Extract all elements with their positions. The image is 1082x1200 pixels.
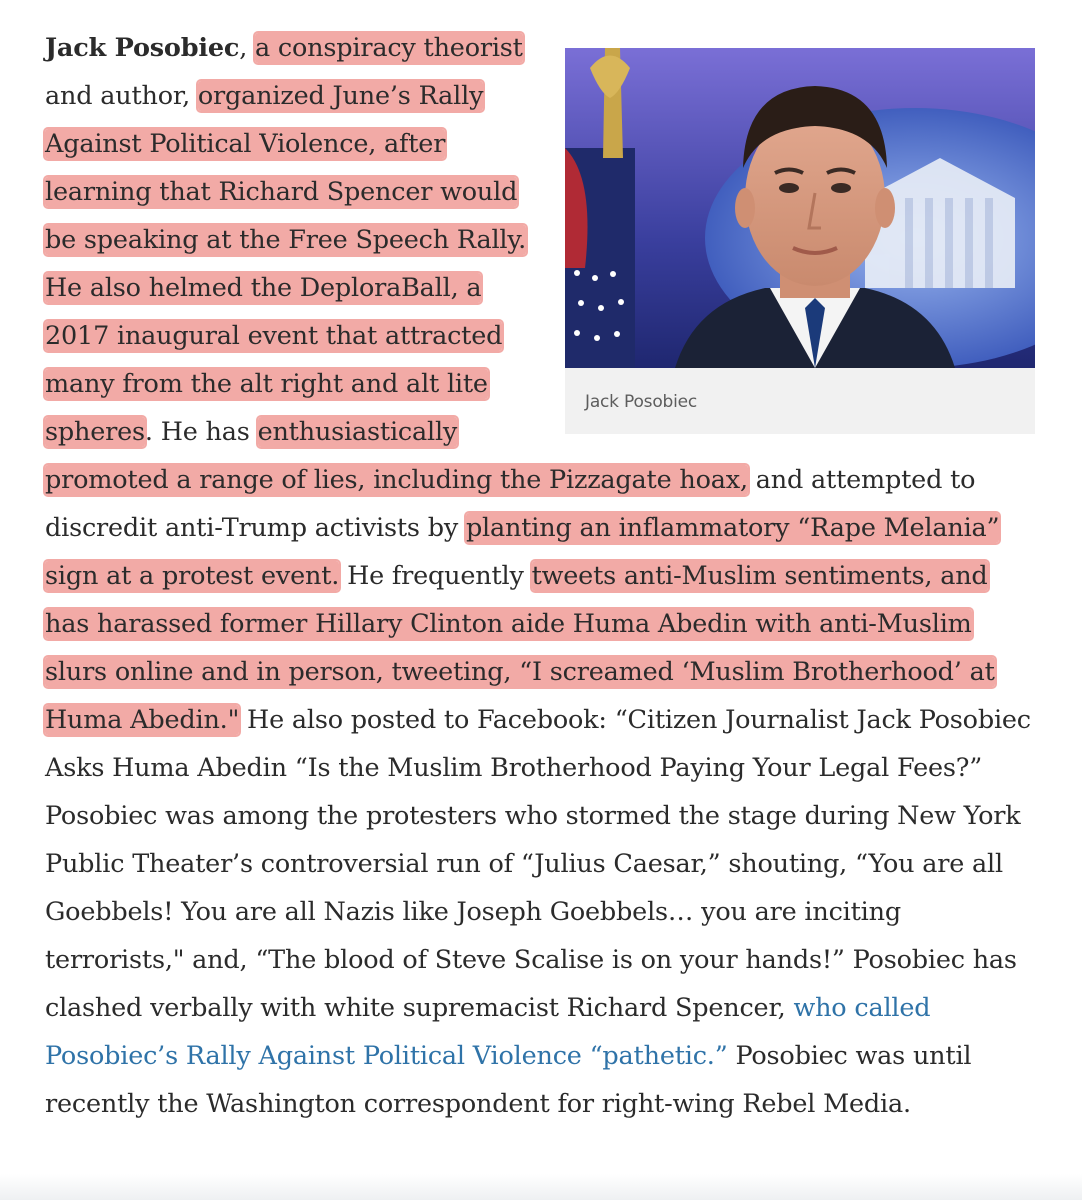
highlighted-text: a conspiracy theorist [255,33,523,63]
text-segment: and attempted to discredit anti-Trump activists by [45,465,976,543]
subject-name: Jack Posobiec [45,33,240,63]
rally-article-link[interactable]: who called Posobiec’s Rally Against Political Violence “pathetic.” [45,993,931,1071]
highlighted-text: planting an inflammatory “Rape Melania” sign at a protest event. [45,513,1000,591]
text-segment: and author, [45,81,198,111]
bottom-fade [0,1174,1082,1200]
text-segment: , [239,33,256,63]
highlighted-text: enthusiastically promoted a range of lies, including the Pizzagate hoax, [45,417,748,495]
text-segment: He also posted to Facebook: “Citizen Journalist Jack Posobiec Asks Huma Abedin “Is the Muslim Brotherhood Paying Your Legal Fees?” Posobiec was among the protesters who stormed the stage during New York Public Theater’s controversial run of “Julius Caesar,” shouting, “You are all Goebbels! You are all Nazis like Joseph Goebbels… you are inciting terrorists," and, “The blood of Steve Scalise is on your hands!” Posobiec has clashed verbally with white supremacist Richard Spencer, [45,705,1031,1023]
text-segment: . He has [144,417,258,447]
text-segment: Posobiec was until recently the Washington correspondent for right-wing Rebel Media. [45,1041,972,1119]
article-body [45,24,1035,1128]
portrait-photo [565,48,1035,368]
text-segment: He frequently [339,561,532,591]
article-figure [565,48,1035,434]
highlighted-text: organized June’s Rally Against Political Violence, after learning that Richard Spencer would be speaking at the Free Speech Rally. He also helmed the DeploraBall, a 2017 inaugural event that attracted many from the alt right and alt lite spheres [45,81,527,447]
photo-illustration [565,48,1035,368]
figure-caption: Jack Posobiec [585,392,698,412]
highlighted-text: tweets anti-Muslim sentiments, and has harassed former Hillary Clinton aide Huma Abedin with anti-Muslim slurs online and in person, tweeting, “I screamed ‘Muslim Brotherhood’ at Huma Abedin." [45,561,995,735]
